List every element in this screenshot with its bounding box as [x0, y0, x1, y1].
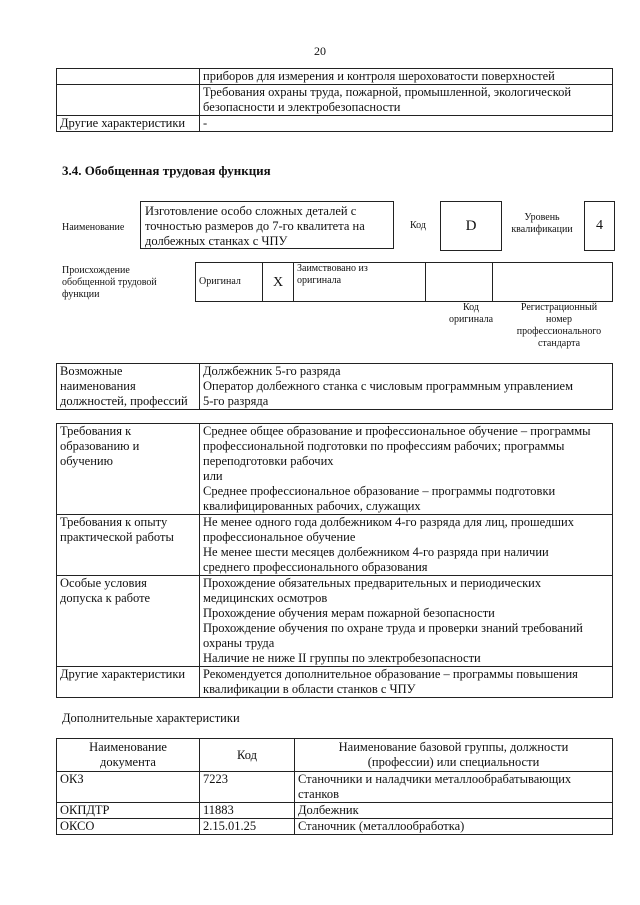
text-line: Наименование базовой группы, должности	[338, 740, 569, 754]
requirement-value	[200, 424, 613, 515]
row-code: 7223	[200, 772, 295, 803]
row-value	[200, 116, 613, 132]
table-row	[57, 772, 613, 803]
text-line: Рекомендуется дополнительное образование – программы повышения	[203, 667, 578, 681]
registration-number-cell	[493, 263, 613, 302]
text-line: обобщенной трудовой	[62, 277, 157, 288]
table-header-row	[57, 739, 613, 772]
text-line: среднего профессионального образования	[203, 560, 428, 574]
requirements-table	[56, 423, 613, 698]
text-line: Наименование	[89, 740, 167, 754]
section-title: 3.4. Обобщенная трудовая функция	[62, 163, 271, 178]
row-label	[57, 69, 200, 85]
text-line: функции	[62, 289, 100, 300]
text-line: Станочник (металлообработка)	[298, 819, 465, 833]
text-line: охраны труда	[203, 636, 275, 650]
origin-table	[195, 262, 613, 302]
origin-label	[62, 265, 157, 301]
text-line: Прохождение обучения мерам пожарной безопасности	[203, 606, 495, 620]
text-line: квалификации	[511, 224, 573, 235]
row-name	[295, 819, 613, 835]
text-line: Должбежник 5-го разряда	[203, 364, 341, 378]
name-label: Наименование	[62, 222, 125, 233]
text-line: Прохождение обучения по охране труда и проверки знаний требований	[203, 621, 583, 635]
function-name-box	[140, 201, 394, 249]
text-line: или	[203, 469, 223, 483]
code-caption	[436, 302, 506, 326]
borrowed-label	[294, 263, 426, 302]
top-characteristics-table	[56, 68, 613, 132]
table-row	[57, 116, 613, 132]
original-label: Оригинал	[196, 263, 263, 302]
text-line: наименования	[60, 379, 136, 393]
header-code: Код	[200, 739, 295, 772]
text-line: Требования к опыту	[60, 515, 168, 529]
original-mark: X	[263, 263, 294, 302]
requirement-label	[57, 515, 200, 576]
text-line: Среднее общее образование и профессиональное обучение – программы	[203, 424, 591, 438]
header-name	[295, 739, 613, 772]
table-row	[57, 515, 613, 576]
row-code: 11883	[200, 803, 295, 819]
text-line: номер	[546, 314, 572, 325]
table-row	[57, 85, 613, 116]
text-line: обучению	[60, 454, 113, 468]
text-line: Изготовление особо сложных деталей с	[145, 204, 357, 218]
text-line: безопасности и электробезопасности	[203, 100, 401, 114]
row-value	[200, 85, 613, 116]
text-line: квалификации в области станков с ЧПУ	[203, 682, 416, 696]
table-row	[196, 263, 613, 302]
requirement-value	[200, 667, 613, 698]
text-line: оригинала	[297, 275, 342, 286]
text-line: профессионального	[516, 326, 602, 337]
text-line: Возможные	[60, 364, 123, 378]
positions-label	[57, 364, 200, 410]
registration-caption	[505, 302, 613, 350]
positions-table	[56, 363, 613, 410]
table-row	[57, 803, 613, 819]
code-label: Код	[410, 220, 426, 231]
text-line: Уровень	[524, 212, 560, 223]
text-line: профессиональное обучение	[203, 530, 356, 544]
text-line: практической работы	[60, 530, 174, 544]
requirement-label	[57, 424, 200, 515]
requirement-value	[200, 576, 613, 667]
table-row	[57, 576, 613, 667]
text-line: Требования к	[60, 424, 132, 438]
row-label	[57, 85, 200, 116]
requirement-label	[57, 576, 200, 667]
text-line: стандарта	[537, 338, 581, 349]
positions-value	[200, 364, 613, 410]
table-row	[57, 424, 613, 515]
text-line: точностью размеров до 7-го квалитета на	[145, 219, 365, 233]
text-line: Прохождение обязательных предварительных и периодических	[203, 576, 542, 590]
text-line: квалифицированных рабочих, служащих	[203, 499, 421, 513]
text-line: должностей, профессий	[60, 394, 188, 408]
row-doc: ОКПДТР	[57, 803, 200, 819]
original-code-cell	[426, 263, 493, 302]
text-line: допуска к работе	[60, 591, 151, 605]
text-line: Происхождение	[62, 265, 130, 276]
additional-table	[56, 738, 613, 835]
level-value-box: 4	[584, 201, 615, 251]
text-line: переподготовки рабочих	[203, 454, 334, 468]
row-name	[295, 772, 613, 803]
text-line: Оператор долбежного станка с числовым программным управлением	[203, 379, 573, 393]
table-row	[57, 819, 613, 835]
text-line: Код	[463, 302, 479, 313]
page-number: 20	[314, 44, 326, 58]
text-line: Требования охраны труда, пожарной, промышленной, экологической	[203, 85, 572, 99]
text-line: Заимствовано из	[297, 263, 368, 274]
row-name	[295, 803, 613, 819]
table-row	[57, 364, 613, 410]
text-line: документа	[100, 755, 156, 769]
code-value-box: D	[440, 201, 502, 251]
additional-title: Дополнительные характеристики	[62, 711, 240, 725]
level-label	[506, 212, 578, 236]
header-doc	[57, 739, 200, 772]
table-row	[57, 69, 613, 85]
table-row	[57, 667, 613, 698]
text-line: Среднее профессиональное образование – программы подготовки	[203, 484, 556, 498]
requirement-label	[57, 667, 200, 698]
row-doc: ОКСО	[57, 819, 200, 835]
text-line: 5-го разряда	[203, 394, 269, 408]
text-line: оригинала	[448, 314, 494, 325]
text-line: приборов для измерения и контроля шероховатости поверхностей	[203, 69, 555, 83]
text-line: Не менее шести месяцев долбежником 4-го разряда при наличии	[203, 545, 549, 559]
text-line: Регистрационный	[520, 302, 598, 313]
row-value	[200, 69, 613, 85]
row-doc: ОКЗ	[57, 772, 200, 803]
text-line: Особые условия	[60, 576, 147, 590]
text-line: станков	[298, 787, 339, 801]
text-line: Другие характеристики	[60, 667, 186, 681]
requirement-value	[200, 515, 613, 576]
text-line: Долбежник	[298, 803, 359, 817]
text-line: долбежных станках с ЧПУ	[145, 234, 288, 248]
text-line: медицинских осмотров	[203, 591, 328, 605]
text-line: образованию и	[60, 439, 140, 453]
row-code: 2.15.01.25	[200, 819, 295, 835]
text-line: Не менее одного года долбежником 4-го разряда для лиц, прошедших	[203, 515, 574, 529]
text-line: -	[203, 116, 208, 130]
text-line: (профессии) или специальности	[367, 755, 540, 769]
row-label: Другие характеристики	[57, 116, 200, 132]
text-line: профессиональной подготовки по профессиям рабочих; программы	[203, 439, 565, 453]
text-line: Станочники и наладчики металлообрабатывающих	[298, 772, 572, 786]
text-line: Наличие не ниже II группы по электробезопасности	[203, 651, 481, 665]
